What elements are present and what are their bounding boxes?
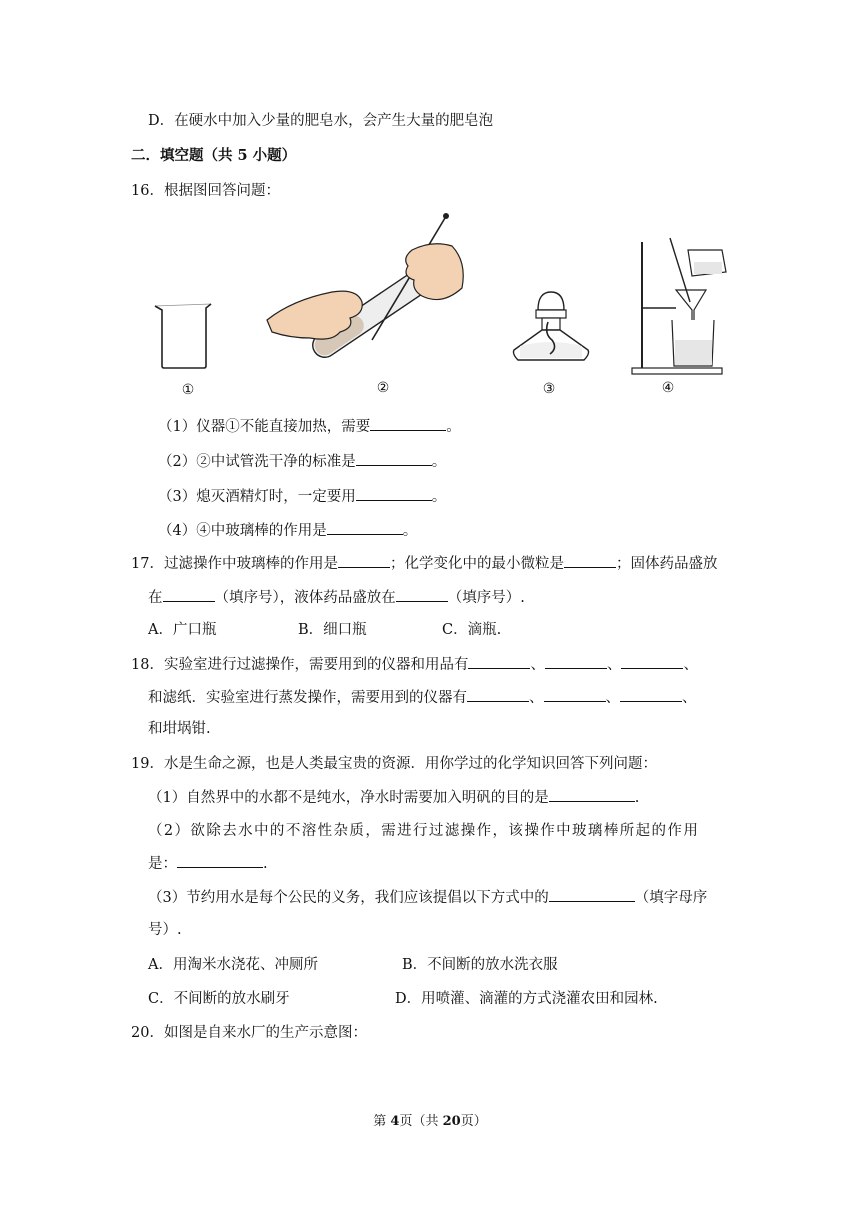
answer-blank[interactable] — [564, 553, 616, 568]
answer-blank[interactable] — [356, 451, 432, 466]
total-page-count: 20 — [442, 1114, 461, 1129]
q19-part-3-line-1: （3）节约用水是每个公民的义务，我们应该提倡以下方式中的 （填字母序 — [148, 887, 707, 908]
q19-part-1: （1）自然界中的水都不是纯水，净水时需要加入明矾的目的是 . — [148, 787, 639, 808]
beaker-figure — [150, 298, 216, 372]
answer-blank[interactable] — [544, 687, 606, 702]
current-page-number: 4 — [390, 1114, 400, 1129]
q18-line-2: 和滤纸．实验室进行蒸发操作，需要用到的仪器有 、 、 、 — [148, 687, 697, 708]
q17-line-2: 在 （填序号），液体药品盛放在 （填序号）. — [148, 587, 525, 608]
answer-blank[interactable] — [370, 416, 446, 431]
q19-part-2-line-2: 是： . — [148, 853, 268, 874]
answer-blank[interactable] — [467, 687, 529, 702]
answer-blank[interactable] — [177, 853, 263, 868]
q16-part-2: （2）②中试管洗干净的标准是 。 — [158, 451, 446, 472]
q17-option-b: B．细口瓶 — [298, 622, 367, 638]
q19-part-2-line-1: （2）欲除去水中的不溶性杂质，需进行过滤操作，该操作中玻璃棒所起的作用 — [148, 823, 700, 839]
answer-blank[interactable] — [545, 654, 607, 669]
q19-option-d: D．用喷灌、滴灌的方式浇灌农田和园林. — [395, 991, 658, 1007]
q17-option-c: C．滴瓶. — [442, 622, 502, 638]
answer-blank[interactable] — [396, 587, 448, 602]
answer-blank[interactable] — [356, 486, 432, 501]
answer-blank[interactable] — [549, 787, 635, 802]
q15-option-d: D．在硬水中加入少量的肥皂水，会产生大量的肥皂泡 — [148, 113, 494, 129]
q19-stem: 19．水是生命之源，也是人类最宝贵的资源．用你学过的化学知识回答下列问题： — [131, 756, 657, 772]
section-title: 二．填空题（共 5 小题） — [131, 147, 297, 164]
alcohol-lamp-figure — [508, 288, 594, 374]
q16-part-4: （4）④中玻璃棒的作用是 。 — [158, 520, 417, 541]
answer-blank[interactable] — [549, 887, 635, 902]
q20-stem: 20．如图是自来水厂的生产示意图： — [131, 1025, 367, 1041]
figure-label-3: ③ — [542, 381, 556, 397]
page-footer: 第 4页（共 20页） — [373, 1114, 487, 1129]
q18-line-3: 和坩埚钳. — [148, 721, 211, 737]
figure-label-2: ② — [376, 380, 390, 396]
figure-label-4: ④ — [661, 380, 675, 396]
q19-option-a: A．用淘米水浇花、冲厕所 — [148, 957, 318, 973]
q16-stem: 16．根据图回答问题： — [131, 183, 280, 199]
answer-blank[interactable] — [338, 553, 390, 568]
answer-blank[interactable] — [621, 654, 683, 669]
q17-line-1: 17．过滤操作中玻璃棒的作用是 ；化学变化中的最小微粒是 ；固体药品盛放 — [131, 553, 717, 574]
answer-blank[interactable] — [620, 687, 682, 702]
q16-part-3: （3）熄灭酒精灯时，一定要用 。 — [158, 486, 446, 507]
q19-option-c: C．不间断的放水刷牙 — [148, 991, 290, 1007]
q18-line-1: 18．实验室进行过滤操作，需要用到的仪器和用品有 、 、 、 — [131, 654, 698, 675]
answer-blank[interactable] — [327, 520, 403, 535]
q16-part-1: （1）仪器①不能直接加热，需要 。 — [158, 416, 461, 437]
figure-label-1: ① — [181, 382, 195, 398]
q19-part-3-line-2: 号）. — [148, 922, 182, 938]
filtration-setup-figure — [630, 236, 730, 376]
q19-option-b: B．不间断的放水洗衣服 — [402, 957, 558, 973]
answer-blank[interactable] — [468, 654, 530, 669]
test-tube-washing-figure — [262, 210, 474, 370]
answer-blank[interactable] — [163, 587, 215, 602]
q17-option-a: A．广口瓶 — [148, 622, 217, 638]
